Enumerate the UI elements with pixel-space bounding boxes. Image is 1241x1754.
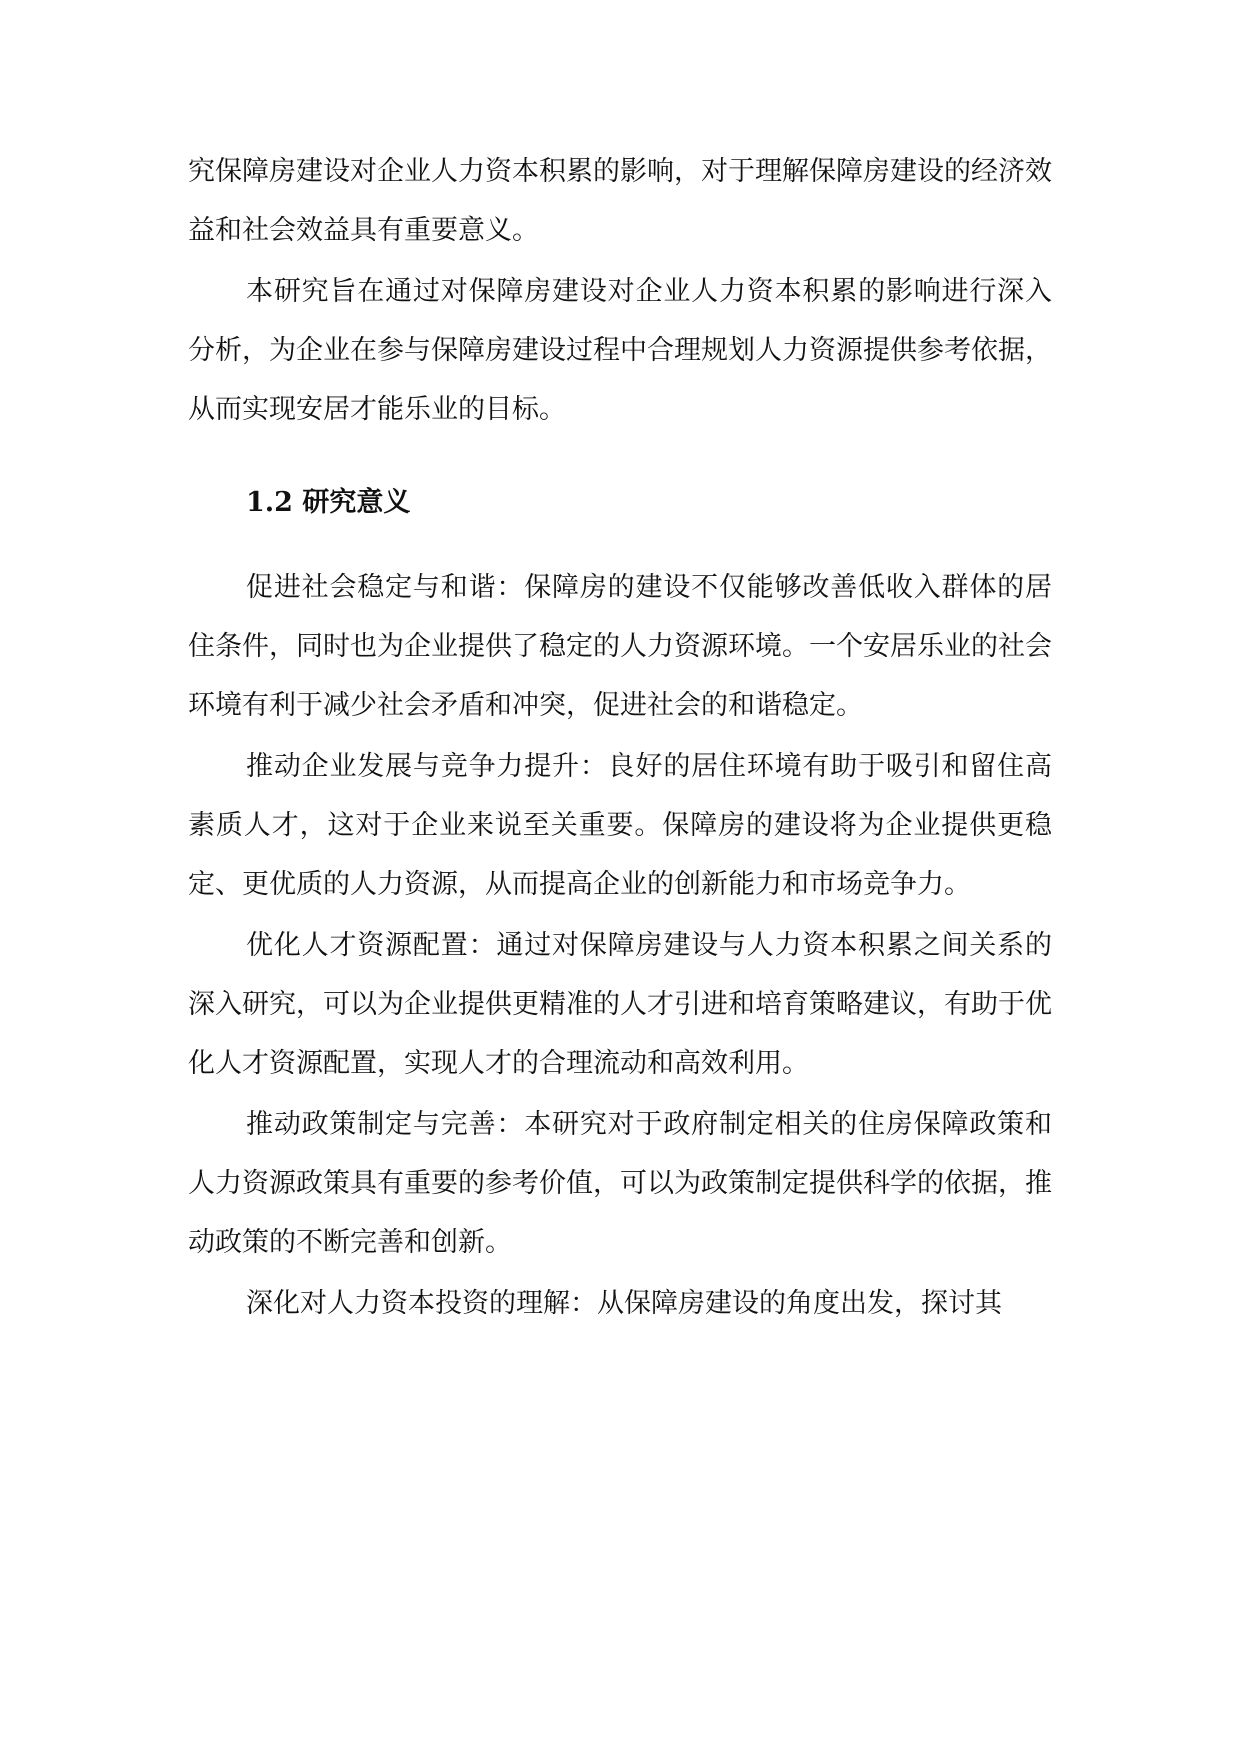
paragraph-research-aim: 本研究旨在通过对保障房建设对企业人力资本积累的影响进行深入分析，为企业在参与保障房建设过程中合理规划人力资源提供参考依据，从而实现安居才能乐业的目标。 (188, 276, 1052, 425)
paragraph-human-capital-investment: 深化对人力资本投资的理解：从保障房建设的角度出发，探讨其 (246, 1288, 1002, 1319)
paragraph-social-stability: 促进社会稳定与和谐：保障房的建设不仅能够改善低收入群体的居住条件，同时也为企业提供了稳定的人力资源环境。一个安居乐业的社会环境有利于减少社会矛盾和冲突，促进社会的和谐稳定。 (188, 572, 1052, 721)
paragraph-continuation: 究保障房建设对企业人力资本积累的影响，对于理解保障房建设的经济效益和社会效益具有重要意义。 (188, 156, 1052, 246)
section-heading: 1.2 研究意义 (246, 487, 411, 518)
paragraph-enterprise-development: 推动企业发展与竞争力提升：良好的居住环境有助于吸引和留住高素质人才，这对于企业来说至关重要。保障房的建设将为企业提供更稳定、更优质的人力资源，从而提高企业的创新能力和市场竞争力。 (188, 751, 1052, 900)
document-body (188, 142, 1052, 1335)
paragraph-talent-allocation: 优化人才资源配置：通过对保障房建设与人力资本积累之间关系的深入研究，可以为企业提供更精准的人才引进和培育策略建议，有助于优化人才资源配置，实现人才的合理流动和高效利用。 (188, 930, 1052, 1079)
paragraph-policy-making: 推动政策制定与完善：本研究对于政府制定相关的住房保障政策和人力资源政策具有重要的参考价值，可以为政策制定提供科学的依据，推动政策的不断完善和创新。 (188, 1109, 1052, 1258)
